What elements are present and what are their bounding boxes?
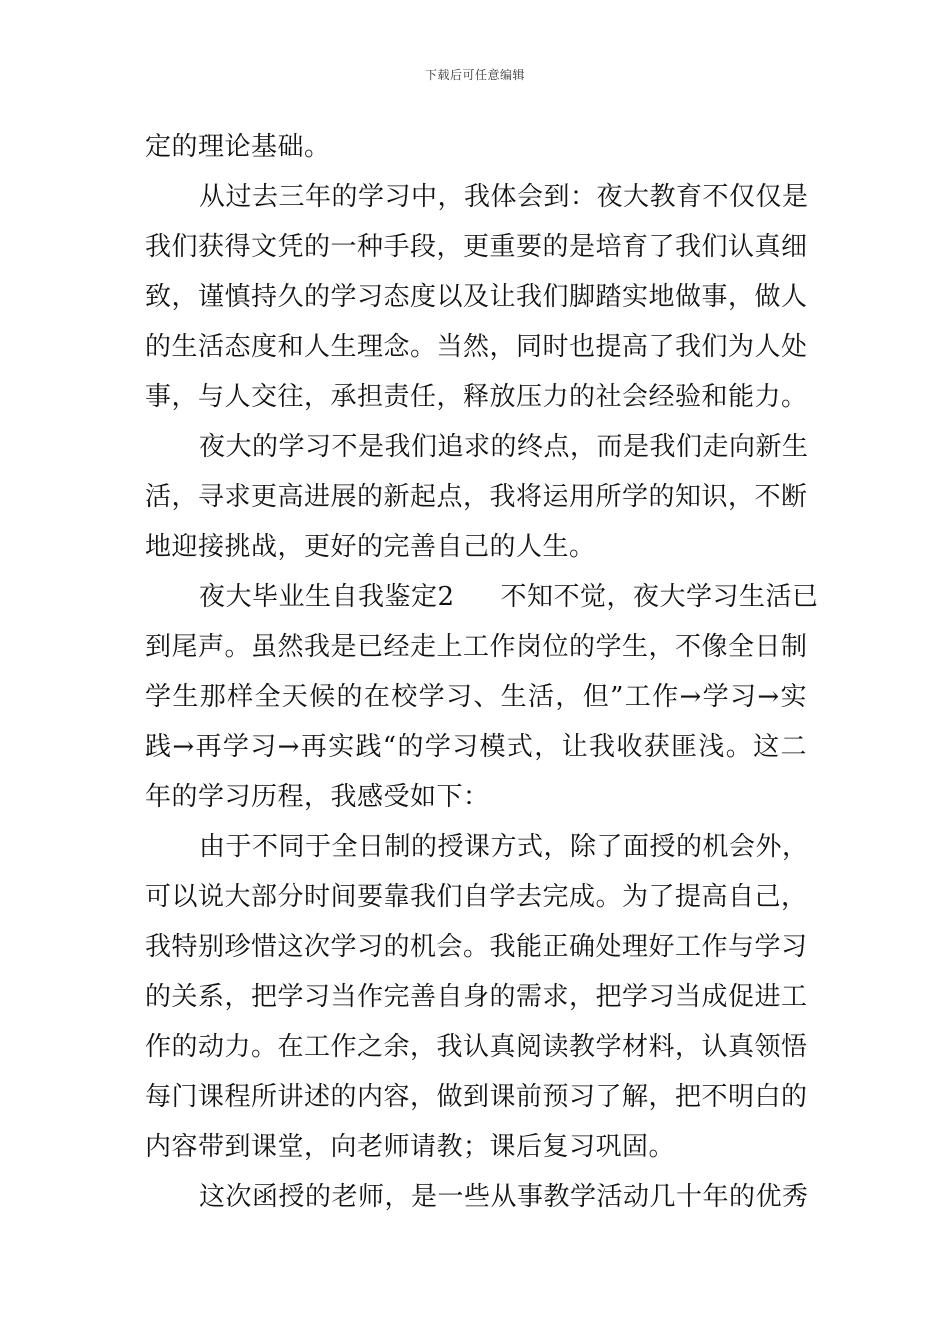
text-line: 致，谨慎持久的学习态度以及让我们脚踏实地做事，做人: [145, 282, 808, 312]
text-line: 作的动力。在工作之余，我认真阅读教学材料，认真领悟: [145, 1032, 808, 1062]
text-line: 定的理论基础。: [145, 132, 331, 162]
text-line: 夜大的学习不是我们追求的终点，而是我们走向新生: [199, 432, 809, 462]
text-line: 可以说大部分时间要靠我们自学去完成。为了提高自己，: [145, 882, 808, 912]
text-line: 活，寻求更高进展的新起点，我将运用所学的知识，不断: [145, 482, 808, 512]
text-line: 每门课程所讲述的内容，做到课前预习了解，把不明白的: [145, 1082, 808, 1112]
text-line: 这次函授的老师，是一些从事教学活动几十年的优秀: [199, 1182, 809, 1212]
text-line: 由于不同于全日制的授课方式，除了面授的机会外，: [199, 832, 809, 862]
text-line: 我们获得文凭的一种手段，更重要的是培育了我们认真细: [145, 232, 808, 262]
text-line: 学生那样全天候的在校学习、生活，但”工作→学习→实: [145, 682, 807, 712]
text-line: 地迎接挑战，更好的完善自己的人生。: [145, 532, 596, 562]
document-body: [145, 122, 819, 1222]
text-line: 事，与人交往，承担责任，释放压力的社会经验和能力。: [145, 382, 808, 412]
text-line: 的生活态度和人生理念。当然，同时也提高了我们为人处: [145, 332, 808, 362]
text-line: 的关系，把学习当作完善自身的需求，把学习当成促进工: [145, 982, 808, 1012]
section-lead: 不知不觉，夜大学习生活已: [500, 582, 819, 612]
text-line: 我特别珍惜这次学习的机会。我能正确处理好工作与学习: [145, 932, 808, 962]
text-line: 年的学习历程，我感受如下：: [145, 782, 490, 812]
section-title: 夜大毕业生自我鉴定2: [199, 582, 455, 612]
text-line: 到尾声。虽然我是已经走上工作岗位的学生，不像全日制: [145, 632, 808, 662]
text-line: 内容带到课堂，向老师请教；课后复习巩固。: [145, 1132, 676, 1162]
text-line: 从过去三年的学习中，我体会到：夜大教育不仅仅是: [199, 182, 809, 212]
text-line: 践→再学习→再实践“的学习模式，让我收获匪浅。这二: [145, 732, 807, 762]
section-heading-line: [145, 572, 819, 622]
page-header: 下载后可任意编辑: [424, 68, 525, 82]
